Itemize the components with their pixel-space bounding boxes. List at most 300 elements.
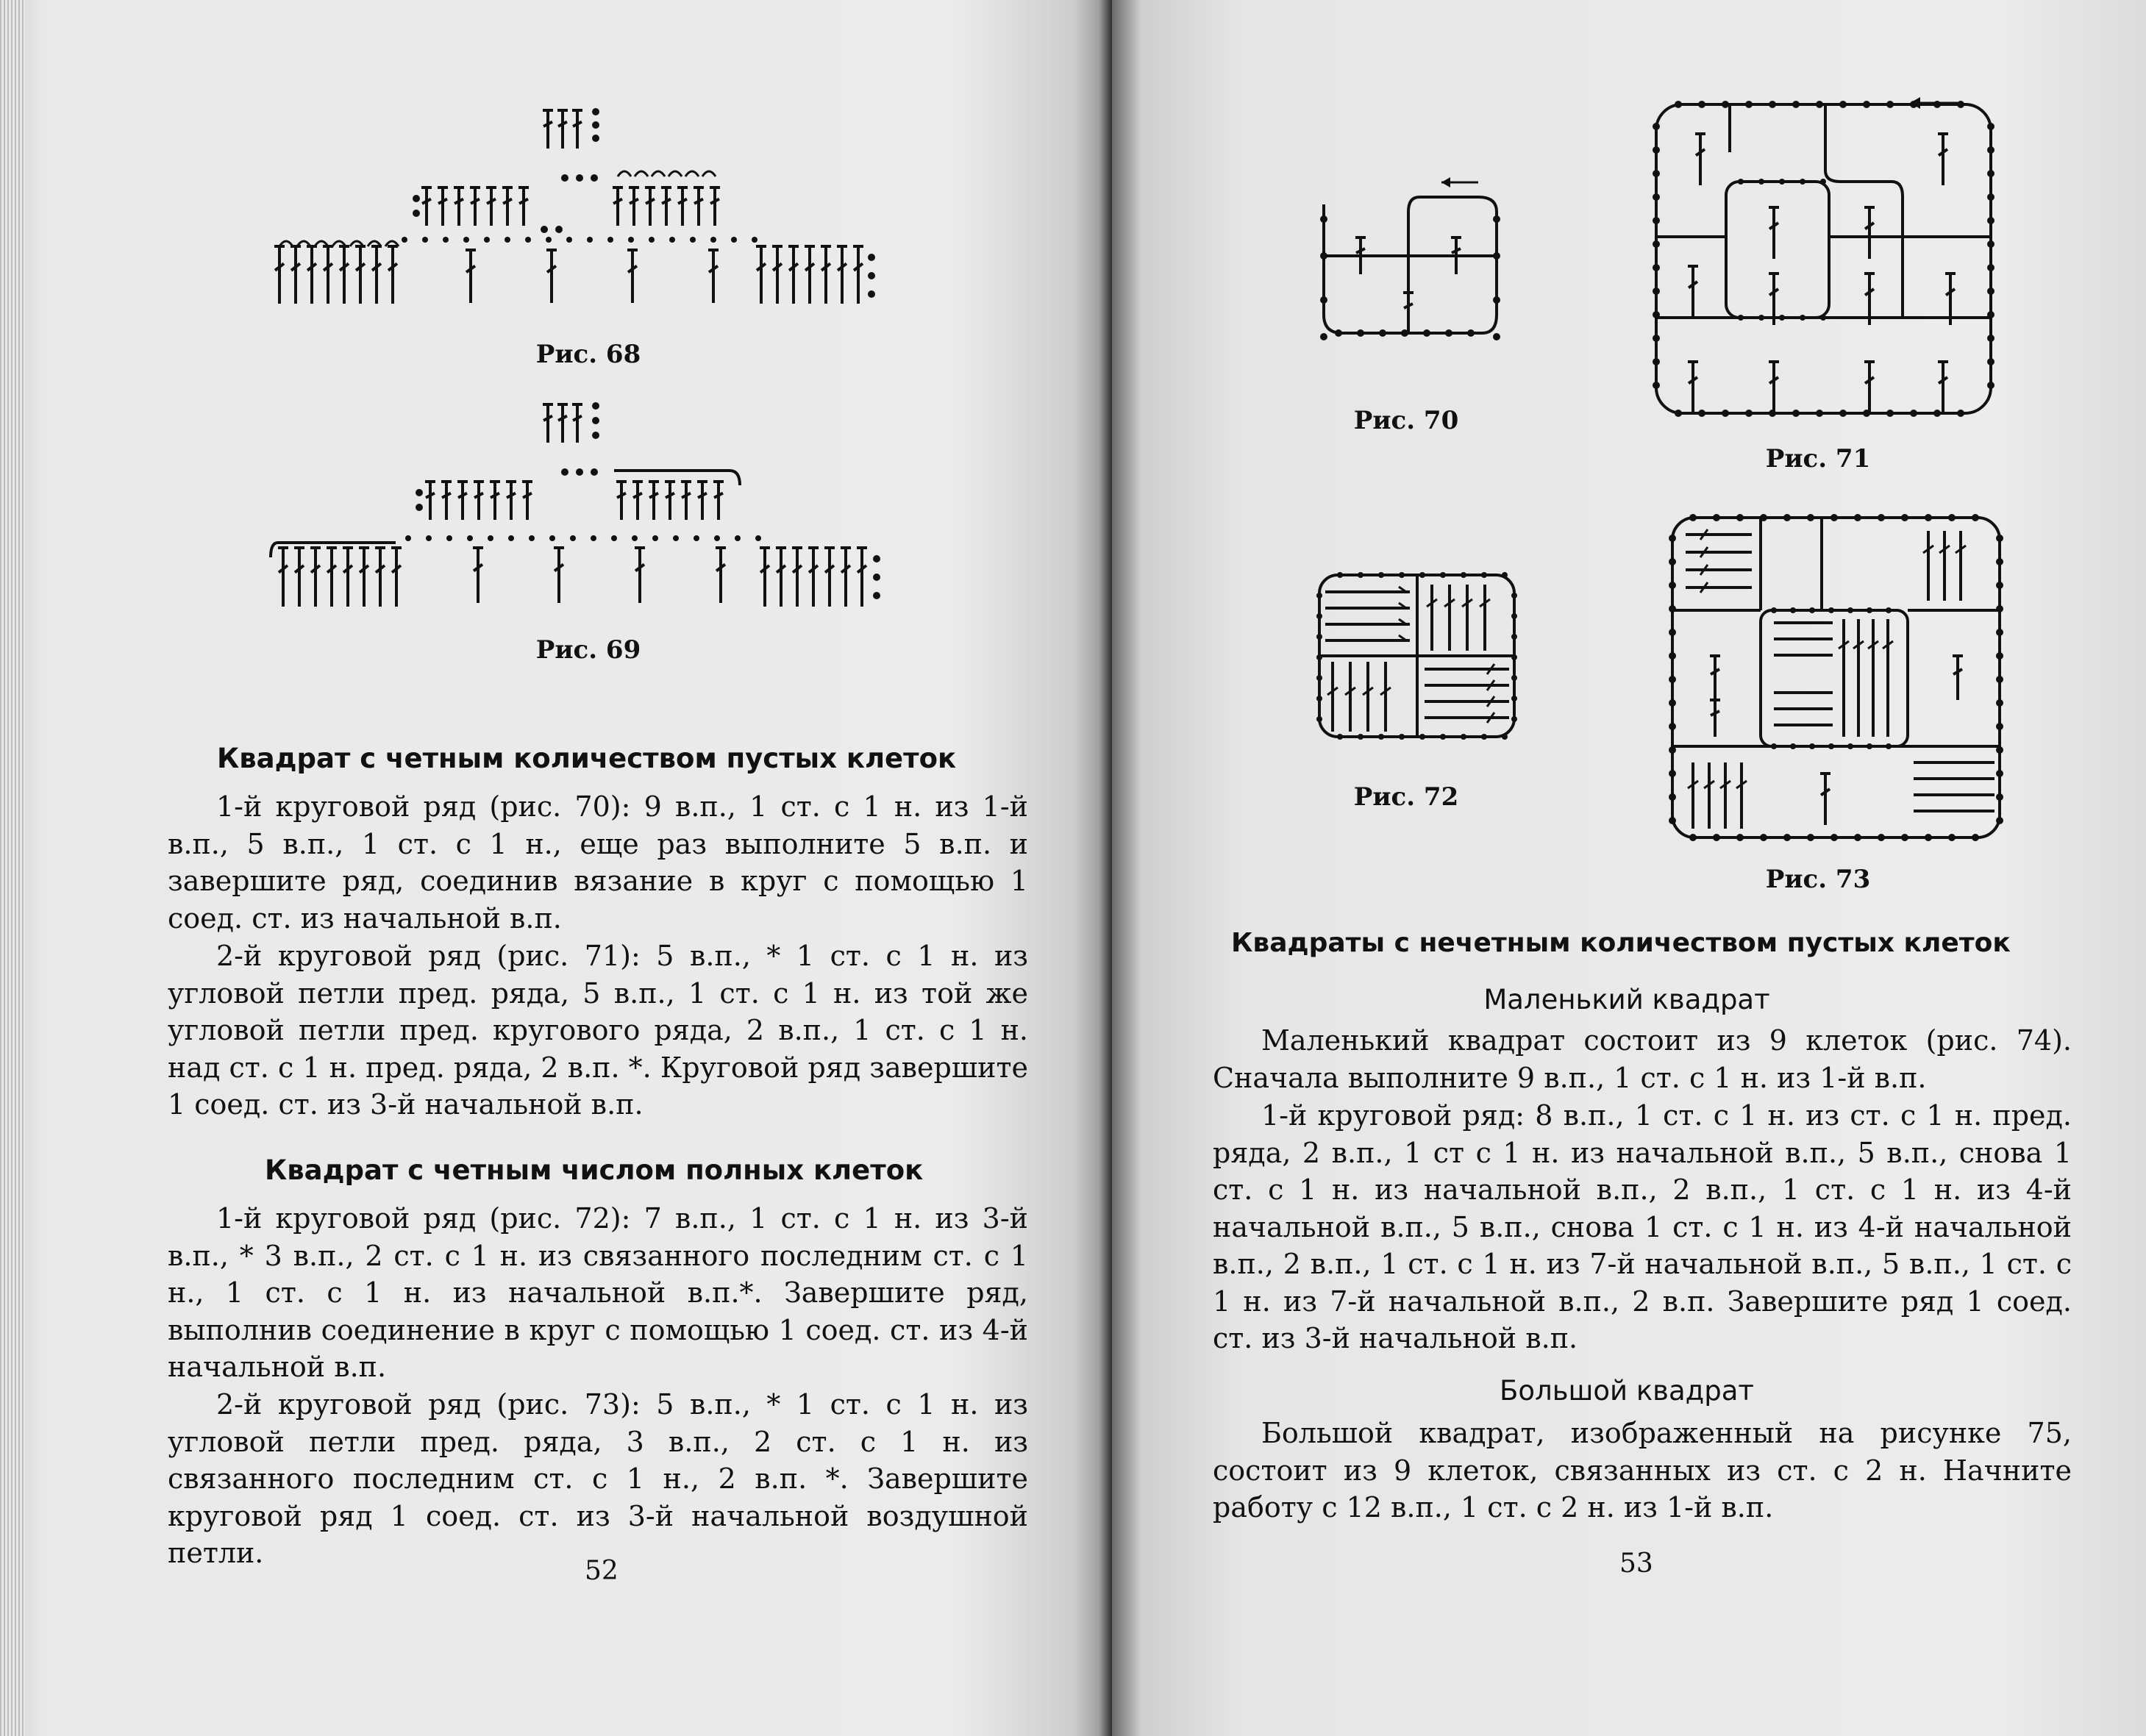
stitch-chain-dot xyxy=(868,290,875,298)
stitch-double-crochet xyxy=(421,187,432,226)
stitch-chain-dot xyxy=(1698,410,1705,417)
stitch-chain-dot xyxy=(1669,770,1676,777)
stitch-double-crochet xyxy=(274,246,285,304)
section-heading-even-empty: Квадрат с четным количеством пустых клеток xyxy=(217,743,957,774)
stitch-chain-dot xyxy=(591,535,596,541)
arrow-head xyxy=(1441,177,1450,187)
stitch-chain-dot xyxy=(1996,817,2003,824)
stitch-double-crochet xyxy=(661,187,671,226)
stitch-chain-dot xyxy=(529,535,535,541)
stitch-double-crochet xyxy=(613,187,623,226)
stitch-double-crochet xyxy=(572,110,582,149)
stitch-chain-dot xyxy=(505,237,510,243)
stitch-chain-dot xyxy=(1337,572,1343,578)
stitch-chain-dot xyxy=(1987,240,1995,248)
stitch-chain-dot xyxy=(591,174,598,182)
stitch-chain-dot xyxy=(592,108,599,115)
stitch-double-crochet xyxy=(554,548,564,603)
stitch-chain-dot xyxy=(1867,607,1872,613)
stitch-chain-dot xyxy=(1779,315,1785,321)
stitch-double-crochet xyxy=(1710,700,1720,737)
stitch-chain-dot xyxy=(868,254,875,261)
chart-corner xyxy=(730,471,740,485)
fig70-caption: Рис. 70 xyxy=(1353,406,1459,435)
stitch-chain-dot xyxy=(1481,734,1487,740)
stitch-double-crochet xyxy=(557,404,568,443)
stitch-double-crochet xyxy=(776,548,786,607)
square-outline xyxy=(1672,518,2000,837)
stitch-chain-dot xyxy=(1901,834,1908,841)
stitch-double-crochet xyxy=(713,482,724,520)
stitch-chain-dot xyxy=(561,468,568,476)
crochet-chart-fig70 xyxy=(1309,175,1530,351)
stitch-double-crochet xyxy=(805,246,815,304)
stitch-chain-dot xyxy=(1987,382,1995,389)
stitch-chain-dot xyxy=(1847,607,1853,613)
stitch-chain-dot xyxy=(1689,834,1697,841)
stitch-chain-dot xyxy=(1423,329,1430,337)
crochet-chart-fig71 xyxy=(1649,97,2002,421)
stitch-double-crochet xyxy=(1864,207,1875,259)
stitch-double-crochet xyxy=(323,246,333,304)
stitch-double-crochet xyxy=(1688,362,1698,413)
stitch-double-crochet xyxy=(645,187,655,226)
stitch-chain-dot xyxy=(690,237,696,243)
stitch-chain-dot xyxy=(1925,834,1932,841)
stitch-chain-dot xyxy=(1669,676,1676,683)
stitch-double-crochet xyxy=(457,482,468,520)
stitch-chain-dot xyxy=(1669,582,1676,589)
crochet-chart-fig68 xyxy=(272,96,919,324)
fig73-caption: Рис. 73 xyxy=(1765,865,1871,894)
stitch-chain-dot xyxy=(607,237,613,243)
stitch-chain-dot xyxy=(1399,734,1405,740)
stitch-chain-dot xyxy=(1830,834,1838,841)
square-outline xyxy=(1324,197,1497,333)
stitch-chain-dot xyxy=(1996,558,2003,565)
stitch-chain-dot xyxy=(1669,629,1676,636)
stitch-double-crochet xyxy=(635,548,645,603)
stitch-chain-dot xyxy=(1653,146,1660,154)
stitch-chain-dot xyxy=(570,535,576,541)
stitch-double-crochet xyxy=(857,548,867,607)
paragraph-row2-fig71: 2-й круговой ряд (рис. 71): 5 в.п., * 1 ст. с 1 н. из угловой петли пред. ряда, 5 в.п., 1 ст. с 1 н. из той же угловой петли пред. кругового ряда, 2 в.п., 1 ст. с 1 н. над ст. с 1 н. пред. ряда, 2 в.п. *. Круговой ряд завершите 1 соед. ст. из 3-й начальной в.п. xyxy=(168,940,1028,1121)
stitch-chain-dot xyxy=(587,237,593,243)
fig71-caption: Рис. 71 xyxy=(1765,444,1871,474)
stitch-chain-dot xyxy=(1779,179,1785,185)
stitch-chain-dot xyxy=(1809,607,1815,613)
stitch-chain-dot xyxy=(1987,264,1995,271)
stitch-chain-dot xyxy=(467,535,473,541)
stitch-chain-dot xyxy=(1987,193,1995,201)
stitch-chain-dot xyxy=(1689,514,1697,521)
stitch-chain-dot xyxy=(1440,734,1446,740)
stitch-double-crochet xyxy=(278,548,288,607)
stitch-chain-dot xyxy=(1790,743,1796,749)
stitch-chain-dot xyxy=(1675,101,1682,108)
fig68-caption: Рис. 68 xyxy=(535,340,641,369)
stitch-chain-dot xyxy=(546,237,552,243)
chart-corner xyxy=(271,543,278,557)
stitch-chain-dot xyxy=(416,504,423,511)
stitch-chain-dot xyxy=(755,535,761,541)
stitch-chain-dot xyxy=(1987,335,1995,342)
stitch-chain-dot xyxy=(1800,179,1805,185)
stitch-double-crochet xyxy=(821,246,831,304)
fig69-caption: Рис. 69 xyxy=(535,635,641,665)
stitch-double-crochet xyxy=(632,482,643,520)
stitch-chain-dot xyxy=(1996,699,2003,707)
stitch-chain-dot xyxy=(549,535,555,541)
stitch-double-crochet xyxy=(772,246,783,304)
stitch-chain-dot xyxy=(1316,716,1322,722)
stitch-chain-dot xyxy=(1653,193,1660,201)
stitch-chain-dot xyxy=(1996,793,2003,801)
stitch-chain-dot xyxy=(710,237,716,243)
stitch-chain-dot xyxy=(1357,329,1364,337)
stitch-chain-dot xyxy=(1758,315,1764,321)
stitch-chain-dot xyxy=(1948,834,1956,841)
page-number: 53 xyxy=(1619,1549,1653,1579)
stitch-chain-dot xyxy=(525,237,531,243)
stitch-chain-dot xyxy=(1987,358,1995,365)
stitch-double-crochet xyxy=(343,548,353,607)
stitch-chain-dot xyxy=(1957,101,1964,108)
stitch-chain-dot xyxy=(731,237,737,243)
stitch-double-crochet xyxy=(1769,362,1779,413)
right-page xyxy=(1112,0,2146,1736)
stitch-double-crochet xyxy=(359,548,369,607)
stitch-chain-dot xyxy=(1863,101,1870,108)
stitch-chain-dot xyxy=(1987,123,1995,130)
stitch-chain-dot xyxy=(1820,179,1826,185)
stitch-double-crochet xyxy=(441,482,452,520)
stitch-double-crochet xyxy=(616,482,627,520)
page-edges xyxy=(0,0,25,1736)
stitch-chain-dot xyxy=(1493,333,1500,340)
stitch-chain-dot xyxy=(1816,410,1823,417)
stitch-chain-dot xyxy=(1511,593,1517,599)
stitch-chain-dot xyxy=(561,174,568,182)
stitch-chain-dot xyxy=(714,535,720,541)
stitch-double-crochet xyxy=(327,548,337,607)
stitch-chain-dot xyxy=(1820,315,1826,321)
stitch-chain-dot xyxy=(1320,333,1327,340)
stitch-chain-dot xyxy=(1669,652,1676,660)
stitch-chain-dot xyxy=(735,535,741,541)
stitch-chain-dot xyxy=(1996,535,2003,542)
stitch-chain-dot xyxy=(1335,329,1342,337)
stitch-double-crochet xyxy=(557,110,568,149)
stitch-chain-dot xyxy=(1378,572,1384,578)
stitch-chain-dot xyxy=(555,226,563,233)
stitch-double-crochet xyxy=(502,187,513,226)
stitch-chain-dot xyxy=(1669,723,1676,730)
stitch-chain-dot xyxy=(1854,514,1861,521)
stitch-chain-dot xyxy=(1445,329,1452,337)
fig72-caption: Рис. 72 xyxy=(1353,782,1459,812)
stitch-chain-dot xyxy=(413,195,420,202)
stitch-double-crochet xyxy=(470,187,480,226)
stitch-chain-dot xyxy=(1847,743,1853,749)
paragraph-row1-fig72: 1-й круговой ряд (рис. 72): 7 в.п., 1 ст. с 1 н. из 3-й в.п., * 3 в.п., 2 ст. с 1 н. из связанного последним ст. с 1 н., 1 ст. с 1 н. из начальной в.п.*. Завершите ряд, выполнив соединение в круг с помощью 1 соед. ст. из 4-й начальной в.п. xyxy=(168,1202,1028,1383)
stitch-chain-dot xyxy=(1839,101,1847,108)
stitch-chain-dot xyxy=(1511,613,1517,619)
stitch-chain-dot xyxy=(1358,734,1363,740)
chain-arc xyxy=(702,171,716,176)
stitch-chain-dot xyxy=(1828,607,1834,613)
stitch-chain-dot xyxy=(1722,410,1729,417)
stitch-double-crochet xyxy=(355,246,366,304)
stitch-chain-dot xyxy=(673,535,679,541)
stitch-chain-dot xyxy=(1783,834,1791,841)
stitch-double-crochet xyxy=(697,482,707,520)
stitch-chain-dot xyxy=(1957,410,1964,417)
stitch-double-crochet xyxy=(1938,362,1948,413)
stitch-chain-dot xyxy=(1440,572,1446,578)
stitch-double-crochet xyxy=(1688,266,1698,318)
stitch-double-crochet xyxy=(474,482,484,520)
stitch-chain-dot xyxy=(592,417,599,424)
stitch-double-crochet xyxy=(837,246,847,304)
stitch-chain-dot xyxy=(1653,217,1660,224)
stitch-chain-dot xyxy=(1745,101,1753,108)
stitch-chain-dot xyxy=(1511,675,1517,681)
stitch-chain-dot xyxy=(591,468,598,476)
stitch-double-crochet xyxy=(1695,134,1705,185)
stitch-chain-dot xyxy=(1933,410,1941,417)
stitch-chain-dot xyxy=(1816,101,1823,108)
stitch-chain-dot xyxy=(1792,410,1800,417)
stitch-chain-dot xyxy=(1996,770,2003,777)
stitch-chain-dot xyxy=(1828,743,1834,749)
stitch-chain-dot xyxy=(1736,834,1744,841)
stitch-chain-dot xyxy=(1511,716,1517,722)
stitch-chain-dot xyxy=(484,237,490,243)
stitch-chain-dot xyxy=(1401,329,1408,337)
stitch-chain-dot xyxy=(1461,572,1466,578)
subheading-small-square: Маленький квадрат xyxy=(1483,984,1770,1015)
paragraph-row1-fig70: 1-й круговой ряд (рис. 70): 9 в.п., 1 ст. с 1 н. из 1-й в.п., 5 в.п., 1 ст. с 1 н., еще раз выполните 5 в.п. и завершите ряд, соединив вязание в круг с помощью 1 соед. ст. из начальной в.п. xyxy=(168,790,1028,935)
stitch-chain-dot xyxy=(1996,676,2003,683)
stitch-chain-dot xyxy=(1790,607,1796,613)
stitch-chain-dot xyxy=(652,535,658,541)
stitch-double-crochet xyxy=(522,482,532,520)
stitch-chain-dot xyxy=(426,535,432,541)
chain-arc xyxy=(652,171,665,176)
stitch-chain-dot xyxy=(405,535,411,541)
stitch-chain-dot xyxy=(1316,634,1322,640)
stitch-chain-dot xyxy=(592,135,599,142)
stitch-chain-dot xyxy=(1713,834,1720,841)
stitch-double-crochet xyxy=(853,246,863,304)
chain-arc xyxy=(685,171,699,176)
crochet-chart-fig73 xyxy=(1664,509,2009,847)
page-number: 52 xyxy=(585,1556,619,1586)
stitch-double-crochet xyxy=(339,246,349,304)
stitch-chain-dot xyxy=(1653,123,1660,130)
inner-square xyxy=(1726,182,1829,318)
stitch-double-crochet xyxy=(310,548,321,607)
paragraph-small-square-row1: 1-й круговой ряд: 8 в.п., 1 ст. с 1 н. из ст. с 1 н. пред. ряда, 2 в.п., 1 ст с 1 н. из начальной в.п., 5 в.п., снова 1 ст. с 1 н. из начальной в.п., 2 в.п., 1 ст. с 1 н. из 4-й начальной в.п., 5 в.п., снова 1 ст. с 1 н. из 4-й начальной в.п., 2 в.п., 1 ст. с 1 н. из 7-й начальной в.п., 5 в.п., 1 ст. с 1 н. из 7-й начальной в.п., 2 в.п. Завершите ряд 1 соед. ст. из 3-й начальной в.п. xyxy=(1213,1099,2072,1354)
stitch-double-crochet xyxy=(716,548,726,603)
stitch-chain-dot xyxy=(1758,179,1764,185)
stitch-double-crochet xyxy=(546,250,557,303)
stitch-chain-dot xyxy=(1722,101,1729,108)
stitch-double-crochet xyxy=(665,482,675,520)
stitch-chain-dot xyxy=(1316,696,1322,701)
stitch-double-crochet xyxy=(808,548,819,607)
stitch-chain-dot xyxy=(628,237,634,243)
stitch-double-crochet xyxy=(438,187,448,226)
stitch-double-crochet xyxy=(1938,134,1948,185)
stitch-chain-dot xyxy=(1996,582,2003,589)
stitch-chain-dot xyxy=(1736,514,1744,521)
stitch-chain-dot xyxy=(1502,572,1508,578)
stitch-double-crochet xyxy=(824,548,835,607)
stitch-chain-dot xyxy=(1830,514,1838,521)
stitch-chain-dot xyxy=(1320,296,1327,304)
chart-inner-lines xyxy=(1730,104,1903,318)
stitch-double-crochet xyxy=(649,482,659,520)
stitch-chain-dot xyxy=(1337,734,1343,740)
stitch-chain-dot xyxy=(1854,834,1861,841)
stitch-chain-dot xyxy=(592,121,599,129)
stitch-double-crochet xyxy=(506,482,516,520)
stitch-chain-dot xyxy=(1807,834,1814,841)
stitch-chain-dot xyxy=(1316,613,1322,619)
stitch-chain-dot xyxy=(1493,252,1500,260)
stitch-chain-dot xyxy=(611,535,617,541)
stitch-chain-dot xyxy=(1886,607,1892,613)
stitch-chain-dot xyxy=(1481,572,1487,578)
stitch-chain-dot xyxy=(1653,240,1660,248)
stitch-chain-dot xyxy=(1669,558,1676,565)
stitch-chain-dot xyxy=(1653,170,1660,177)
stitch-chain-dot xyxy=(1669,535,1676,542)
stitch-chain-dot xyxy=(488,535,493,541)
stitch-chain-dot xyxy=(752,237,757,243)
stitch-chain-dot xyxy=(402,237,407,243)
stitch-double-crochet xyxy=(307,246,317,304)
stitch-double-crochet xyxy=(371,246,382,304)
stitch-chain-dot xyxy=(1738,315,1744,321)
stitch-double-crochet xyxy=(388,246,398,304)
stitch-double-crochet xyxy=(466,250,476,303)
stitch-chain-dot xyxy=(1738,179,1744,185)
stitch-chain-dot xyxy=(1669,817,1676,824)
stitch-chain-dot xyxy=(1713,514,1720,521)
stitch-chain-dot xyxy=(1886,101,1894,108)
stitch-chain-dot xyxy=(541,226,548,233)
stitch-chain-dot xyxy=(1316,593,1322,599)
stitch-chain-dot xyxy=(1925,514,1932,521)
stitch-chain-dot xyxy=(1698,101,1705,108)
section-heading-odd-empty: Квадраты с нечетным количеством пустых клеток xyxy=(1231,928,2011,958)
stitch-chain-dot xyxy=(868,272,875,279)
stitch-chain-dot xyxy=(1467,329,1475,337)
stitch-chain-dot xyxy=(1502,734,1508,740)
stitch-chain-dot xyxy=(1807,514,1814,521)
stitch-chain-dot xyxy=(1972,514,1979,521)
stitch-chain-dot xyxy=(1379,329,1386,337)
stitch-chain-dot xyxy=(1669,699,1676,707)
stitch-chain-dot xyxy=(1771,743,1777,749)
stitch-chain-dot xyxy=(1996,723,2003,730)
stitch-chain-dot xyxy=(576,174,583,182)
stitch-chain-dot xyxy=(1358,572,1363,578)
stitch-chain-dot xyxy=(1987,170,1995,177)
stitch-chain-dot xyxy=(1653,287,1660,295)
stitch-chain-dot xyxy=(1809,743,1815,749)
stitch-chain-dot xyxy=(413,210,420,217)
stitch-double-crochet xyxy=(543,404,553,443)
stitch-chain-dot xyxy=(1987,146,1995,154)
stitch-chain-dot xyxy=(873,592,880,599)
stitch-chain-dot xyxy=(1653,382,1660,389)
stitch-chain-dot xyxy=(1771,607,1777,613)
stitch-double-crochet xyxy=(473,548,483,603)
stitch-chain-dot xyxy=(1675,410,1682,417)
stitch-double-crochet xyxy=(290,246,301,304)
stitch-chain-dot xyxy=(1987,217,1995,224)
stitch-chain-dot xyxy=(1320,215,1327,223)
stitch-double-crochet xyxy=(543,110,553,149)
chain-arc xyxy=(669,171,682,176)
stitch-chain-dot xyxy=(576,468,583,476)
stitch-chain-dot xyxy=(1910,410,1917,417)
stitch-chain-dot xyxy=(422,237,428,243)
stitch-chain-dot xyxy=(1378,734,1384,740)
section-heading-even-full: Квадрат с четным числом полных клеток xyxy=(265,1154,924,1186)
stitch-double-crochet xyxy=(756,246,766,304)
stitch-chain-dot xyxy=(1511,696,1517,701)
stitch-double-crochet xyxy=(627,250,638,303)
stitch-double-crochet xyxy=(788,246,799,304)
stitch-chain-dot xyxy=(446,535,452,541)
stitch-chain-dot xyxy=(1886,410,1894,417)
stitch-chain-dot xyxy=(1769,101,1776,108)
stitch-chain-dot xyxy=(1653,264,1660,271)
stitch-chain-dot xyxy=(1419,734,1425,740)
crochet-chart-fig72 xyxy=(1311,566,1524,746)
stitch-chain-dot xyxy=(1399,572,1405,578)
stitch-double-crochet xyxy=(1953,656,1963,700)
stitch-chain-dot xyxy=(1878,834,1885,841)
stitch-chain-dot xyxy=(1760,834,1767,841)
stitch-double-crochet xyxy=(792,548,802,607)
square-outline xyxy=(1656,104,1991,413)
stitch-double-crochet xyxy=(490,482,500,520)
stitch-double-crochet xyxy=(1769,207,1779,259)
stitch-chain-dot xyxy=(669,237,675,243)
crochet-chart-fig69 xyxy=(272,390,919,625)
stitch-chain-dot xyxy=(649,237,655,243)
paragraph-small-square-intro: Маленький квадрат состоит из 9 клеток (рис. 74). Сначала выполните 9 в.п., 1 ст. с 1 н. из 1-й в.п. xyxy=(1213,1024,2072,1094)
stitch-chain-dot xyxy=(1792,101,1800,108)
stitch-double-crochet xyxy=(454,187,464,226)
stitch-double-crochet xyxy=(1710,656,1720,700)
stitch-double-crochet xyxy=(1403,293,1414,329)
stitch-chain-dot xyxy=(1653,358,1660,365)
paragraph-big-square-intro: Большой квадрат, изображенный на рисунке 75, состоит из 9 клеток, связанных из ст. с 2 н. Начните работу с 12 в.п., 1 ст. с 2 н. из 1-й в.п. xyxy=(1213,1417,2072,1524)
stitch-chain-dot xyxy=(1419,572,1425,578)
stitch-double-crochet xyxy=(677,187,688,226)
stitch-chain-dot xyxy=(1800,315,1805,321)
stitch-chain-dot xyxy=(416,489,423,496)
stitch-double-crochet xyxy=(294,548,304,607)
stitch-double-crochet xyxy=(841,548,851,607)
